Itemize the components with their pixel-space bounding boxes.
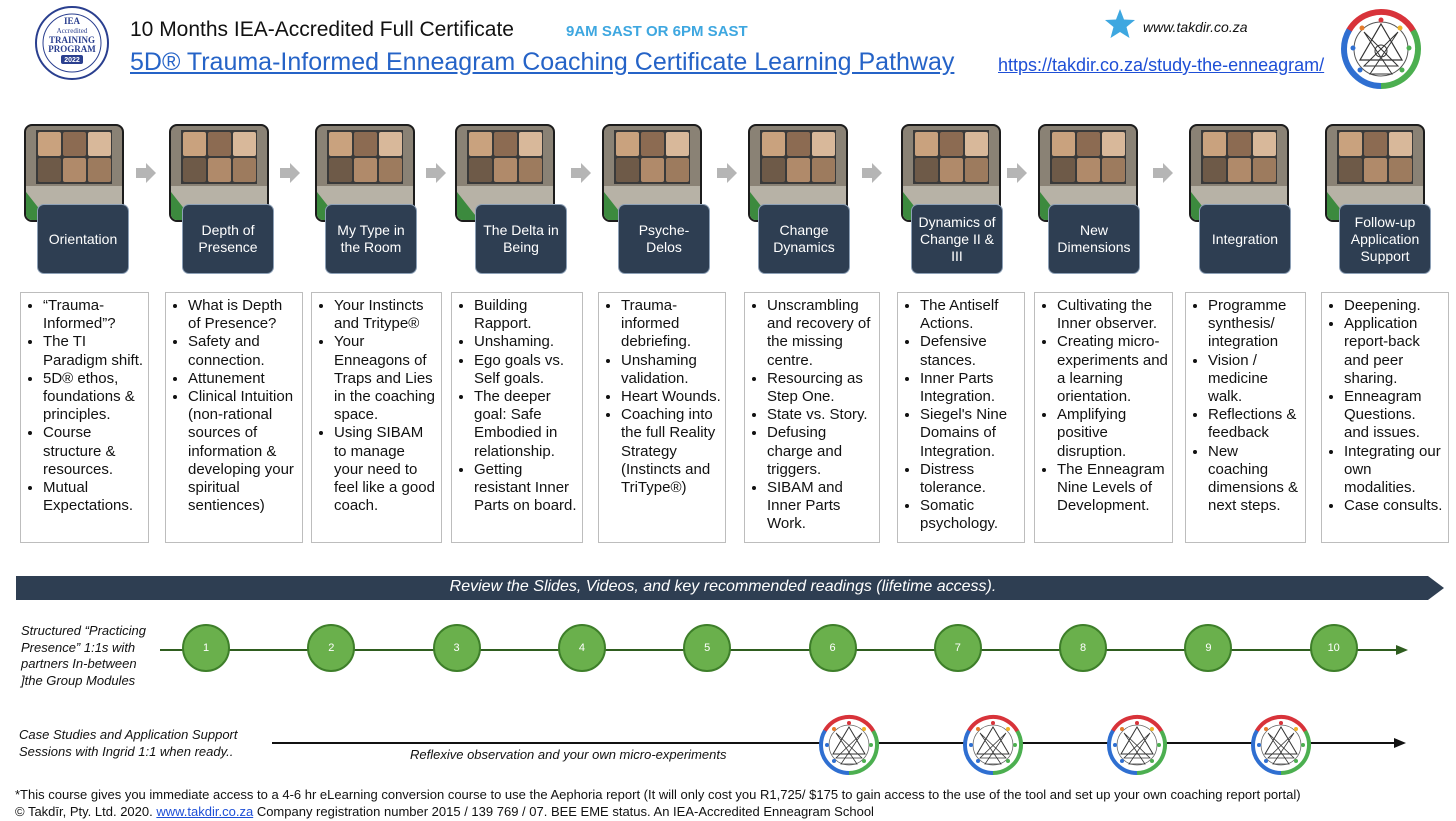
copyright-text: © Takdīr, Pty. Ltd. 2020. (15, 804, 153, 819)
topic-item: • Trauma-informed debriefing. (621, 297, 721, 352)
topic-item: • Vision / medicine walk. (1208, 352, 1301, 407)
topic-item: • Enneagram Questions. and issues. (1344, 388, 1444, 443)
svg-text:Accredited: Accredited (56, 27, 88, 35)
topic-item: • New coaching dimensions & next steps. (1208, 443, 1301, 516)
module-title: Follow-up Application Support (1339, 204, 1431, 274)
module-4 (451, 122, 591, 552)
practice-session-circle: 2 (307, 624, 355, 672)
enneagram-icon (818, 714, 880, 776)
topic-item: • Integrating our own modalities. (1344, 443, 1444, 498)
footer-note: *This course gives you immediate access to a 4-6 hr eLearning conversion course to use the Aephoria report (It will only cost you R1,725/ $175 to gain access to the use of the tool and set up your own coaching report portal) (15, 787, 1301, 802)
session-times: 9AM SAST OR 6PM SAST (566, 23, 748, 40)
topic-item: • Inner Parts Integration. (920, 370, 1020, 406)
next-arrow-icon (280, 163, 300, 183)
module-1 (20, 122, 160, 552)
reflexive-observation-text: Reflexive observation and your own micro-experiments (410, 747, 727, 762)
module-7 (897, 122, 1037, 552)
module-topics (451, 292, 583, 543)
practice-session-circle: 3 (433, 624, 481, 672)
practice-session-circle: 4 (558, 624, 606, 672)
topic-item: • Mutual Expectations. (43, 479, 144, 515)
module-10 (1321, 122, 1456, 552)
module-topics (1321, 292, 1449, 543)
module-5 (598, 122, 738, 552)
topic-item: • 5D® ethos, foundations & principles. (43, 370, 144, 425)
topic-item: • Attunement (188, 370, 298, 388)
module-title: Dynamics of Change II & III (911, 204, 1003, 274)
practice-session-circle: 6 (809, 624, 857, 672)
topic-item: • Cultivating the Inner observer. (1057, 297, 1168, 333)
module-title: Depth of Presence (182, 204, 274, 274)
practice-session-circle: 10 (1310, 624, 1358, 672)
topic-item: • Safety and connection. (188, 333, 298, 369)
topic-item: • Defensive stances. (920, 333, 1020, 369)
topic-item: • The TI Paradigm shift. (43, 333, 144, 369)
module-topics (1034, 292, 1173, 543)
svg-text:IEA: IEA (63, 16, 81, 26)
enneagram-icon (1106, 714, 1168, 776)
topic-item: • What is Depth of Presence? (188, 297, 298, 333)
module-topics (20, 292, 149, 543)
next-arrow-icon (136, 163, 156, 183)
topic-item: • Case consults. (1344, 497, 1444, 515)
topic-item: • Ego goals vs. Self goals. (474, 352, 578, 388)
practice-session-circle: 7 (934, 624, 982, 672)
module-6 (744, 122, 884, 552)
svg-text:2022: 2022 (64, 57, 80, 64)
topic-item: • Unshaming. (474, 333, 578, 351)
topic-item: • Course structure & resources. (43, 424, 144, 479)
next-arrow-icon (426, 163, 446, 183)
module-topics (744, 292, 880, 543)
page-title: 10 Months IEA-Accredited Full Certificate (130, 18, 514, 41)
practice-session-circle: 9 (1184, 624, 1232, 672)
module-title: New Dimensions (1048, 204, 1140, 274)
module-title: Change Dynamics (758, 204, 850, 274)
module-topics (311, 292, 442, 543)
topic-item: • Unscrambling and recovery of the missing centre. (767, 297, 875, 370)
topic-item: • Creating micro-experiments and a learning orientation. (1057, 333, 1168, 406)
registration-text: Company registration number 2015 / 139 769 / 07. BEE EME status. An IEA-Accredited Enneagram School (256, 804, 874, 819)
svg-text:TRAINING: TRAINING (48, 35, 96, 45)
topic-item: • Reflections & feedback (1208, 406, 1301, 442)
module-title: Integration (1199, 204, 1291, 274)
module-title: Psyche-Delos (618, 204, 710, 274)
topic-item: • Resourcing as Step One. (767, 370, 875, 406)
topic-item: • The Antiself Actions. (920, 297, 1020, 333)
topic-item: • Using SIBAM to manage your need to feel like a good coach. (334, 424, 437, 515)
topic-item: • Defusing charge and triggers. (767, 424, 875, 479)
study-enneagram-link[interactable]: https://takdir.co.za/study-the-enneagram/ (998, 55, 1325, 75)
topic-item: • Coaching into the full Reality Strategy (Instincts and TriType®) (621, 406, 721, 497)
next-arrow-icon (717, 163, 737, 183)
next-arrow-icon (1153, 163, 1173, 183)
module-3 (311, 122, 451, 552)
module-topics (1185, 292, 1306, 543)
next-arrow-icon (1007, 163, 1027, 183)
topic-item: • Clinical Intuition (non-rational sources of information & developing your spiritual sentiences) (188, 388, 298, 515)
topic-item: • SIBAM and Inner Parts Work. (767, 479, 875, 534)
topic-item: • Amplifying positive disruption. (1057, 406, 1168, 461)
case-label: Case Studies and Application Support Sessions with Ingrid 1:1 when ready.. (19, 727, 238, 759)
topic-item: • Heart Wounds. (621, 388, 721, 406)
topic-item: • Your Enneagons of Traps and Lies in the coaching space. (334, 333, 437, 424)
footer-website-link[interactable]: www.takdir.co.za (156, 804, 254, 819)
topic-item: • Your Instincts and Tritype® (334, 297, 437, 333)
module-title: The Delta in Being (475, 204, 567, 274)
topic-item: • “Trauma-Informed”? (43, 297, 144, 333)
topic-item: • Building Rapport. (474, 297, 578, 333)
module-2 (165, 122, 305, 552)
topic-item: • The Enneagram Nine Levels of Development. (1057, 461, 1168, 516)
topic-item: • Somatic psychology. (920, 497, 1020, 533)
practice-session-circle: 1 (182, 624, 230, 672)
topic-item: • Programme synthesis/ integration (1208, 297, 1301, 352)
next-arrow-icon (862, 163, 882, 183)
module-title: My Type in the Room (325, 204, 417, 274)
practice-label: Structured “Practicing Presence” 1:1s with partners In-between ]the Group Modules (21, 623, 146, 688)
module-topics (165, 292, 303, 543)
practice-session-circle: 5 (683, 624, 731, 672)
module-title: Orientation (37, 204, 129, 274)
topic-item: • Deepening. (1344, 297, 1444, 315)
page-subtitle-link[interactable]: 5D® Trauma-Informed Enneagram Coaching Certificate Learning Pathway (130, 48, 955, 76)
module-8 (1034, 122, 1174, 552)
module-9 (1185, 122, 1325, 552)
star-icon (1104, 8, 1136, 40)
review-banner-text: Review the Slides, Videos, and key recommended readings (lifetime access). (449, 578, 997, 595)
topic-item: • State vs. Story. (767, 406, 875, 424)
enneagram-icon (962, 714, 1024, 776)
iea-accredited-badge (34, 4, 110, 82)
topic-item: • Getting resistant Inner Parts on board. (474, 461, 578, 516)
enneagram-icon (1250, 714, 1312, 776)
next-arrow-icon (571, 163, 591, 183)
module-topics (598, 292, 726, 543)
enneagram-logo-icon (1340, 8, 1422, 90)
topic-item: • Unshaming validation. (621, 352, 721, 388)
topic-item: • Application report-back and peer sharing. (1344, 315, 1444, 388)
svg-text:PROGRAM: PROGRAM (48, 44, 96, 54)
topic-item: • Distress tolerance. (920, 461, 1020, 497)
website-text: www.takdir.co.za (1143, 19, 1248, 35)
topic-item: • The deeper goal: Safe Embodied in relationship. (474, 388, 578, 461)
practice-session-circle: 8 (1059, 624, 1107, 672)
footer-copyright (15, 804, 874, 819)
topic-item: • Siegel's Nine Domains of Integration. (920, 406, 1020, 461)
module-topics (897, 292, 1025, 543)
